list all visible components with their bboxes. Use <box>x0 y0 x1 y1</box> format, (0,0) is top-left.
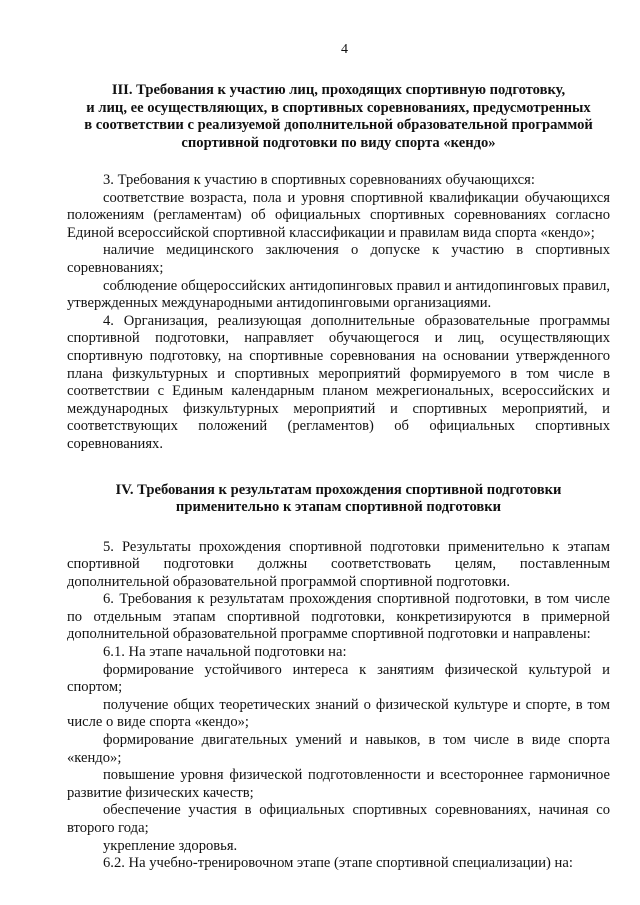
section-3-heading <box>67 82 610 152</box>
heading-line: применительно к этапам спортивной подготовки <box>175 499 502 515</box>
list-item-knowledge: получение общих теоретических знаний о физической культуре и спорте, в том числе о виде спорта «кендо»; <box>67 696 610 731</box>
section-4-heading <box>67 482 610 517</box>
list-item-health: укрепление здоровья. <box>103 837 238 854</box>
section-3-body <box>67 172 610 454</box>
list-item-competitions: обеспечение участия в официальных спортивных соревнованиях, начиная со второго года; <box>67 802 610 836</box>
section-4-body <box>67 539 610 873</box>
heading-line: и лиц, ее осуществляющих, в спортивных соревнованиях, предусмотренных <box>86 99 591 116</box>
heading-line: спортивной подготовки по виду спорта «кендо» <box>181 134 496 151</box>
paragraph-4: 4. Организация, реализующая дополнительные образовательные программы спортивной подготовки, направляет обучающегося и лиц, осуществляющих спортивную подготовку, на спортивные соревнования на основании утвержденного плана физкультурных и спортивных мероприятий формируемого в том числе в соответствии с Единым календарным планом межрегиональных, всероссийских и международных физкультурных мероприятий и спортивных мероприятий, и соответствующих положений (регламентов) об официальных спортивных соревнованиях. <box>67 312 610 452</box>
paragraph-6: 6. Требования к результатам прохождения спортивной подготовки, в том числе по отдельным этапам спортивной подготовки, конкретизируются в примерной дополнительной образовательной программе спортивной подготовки и направлены: <box>67 591 610 643</box>
list-item-motor-skills: формирование двигательных умений и навыков, в том числе в виде спорта «кендо»; <box>67 732 610 766</box>
paragraph-6-1: 6.1. На этапе начальной подготовки на: <box>103 644 347 661</box>
heading-line: III. Требования к участию лиц, проходящих спортивную подготовку, <box>111 82 566 98</box>
heading-line: IV. Требования к результатам прохождения спортивной подготовки <box>115 481 562 498</box>
list-item-interest: формирование устойчивого интереса к занятиям физической культурой и спортом; <box>67 661 610 696</box>
paragraph-3-item-medical: наличие медицинского заключения о допуске к участию в спортивных соревнованиях; <box>67 242 610 276</box>
paragraph-3: 3. Требования к участию в спортивных соревнованиях обучающихся: <box>103 172 535 188</box>
paragraph-3-item-antidoping: соблюдение общероссийских антидопинговых правил и антидопинговых правил, утвержденных международными антидопинговыми организациями. <box>67 277 610 312</box>
heading-line: в соответствии с реализуемой дополнительной образовательной программой <box>84 117 593 133</box>
list-item-fitness: повышение уровня физической подготовленности и всестороннее гармоничное развитие физических качеств; <box>67 767 610 801</box>
page-number: 4 <box>341 42 348 57</box>
paragraph-5: 5. Результаты прохождения спортивной подготовки применительно к этапам спортивной подготовки должны соответствовать целям, поставленным дополнительной образовательной программой спортивной подготовки. <box>67 538 610 590</box>
paragraph-6-2: 6.2. На учебно-тренировочном этапе (этапе спортивной специализации) на: <box>103 855 573 872</box>
paragraph-3-item-age: соответствие возраста, пола и уровня спортивной квалификации обучающихся положениям (регламентам) об официальных спортивных соревнованиях согласно Единой всероссийской спортивной классификации и правилам вида спорта «кендо»; <box>67 189 610 241</box>
